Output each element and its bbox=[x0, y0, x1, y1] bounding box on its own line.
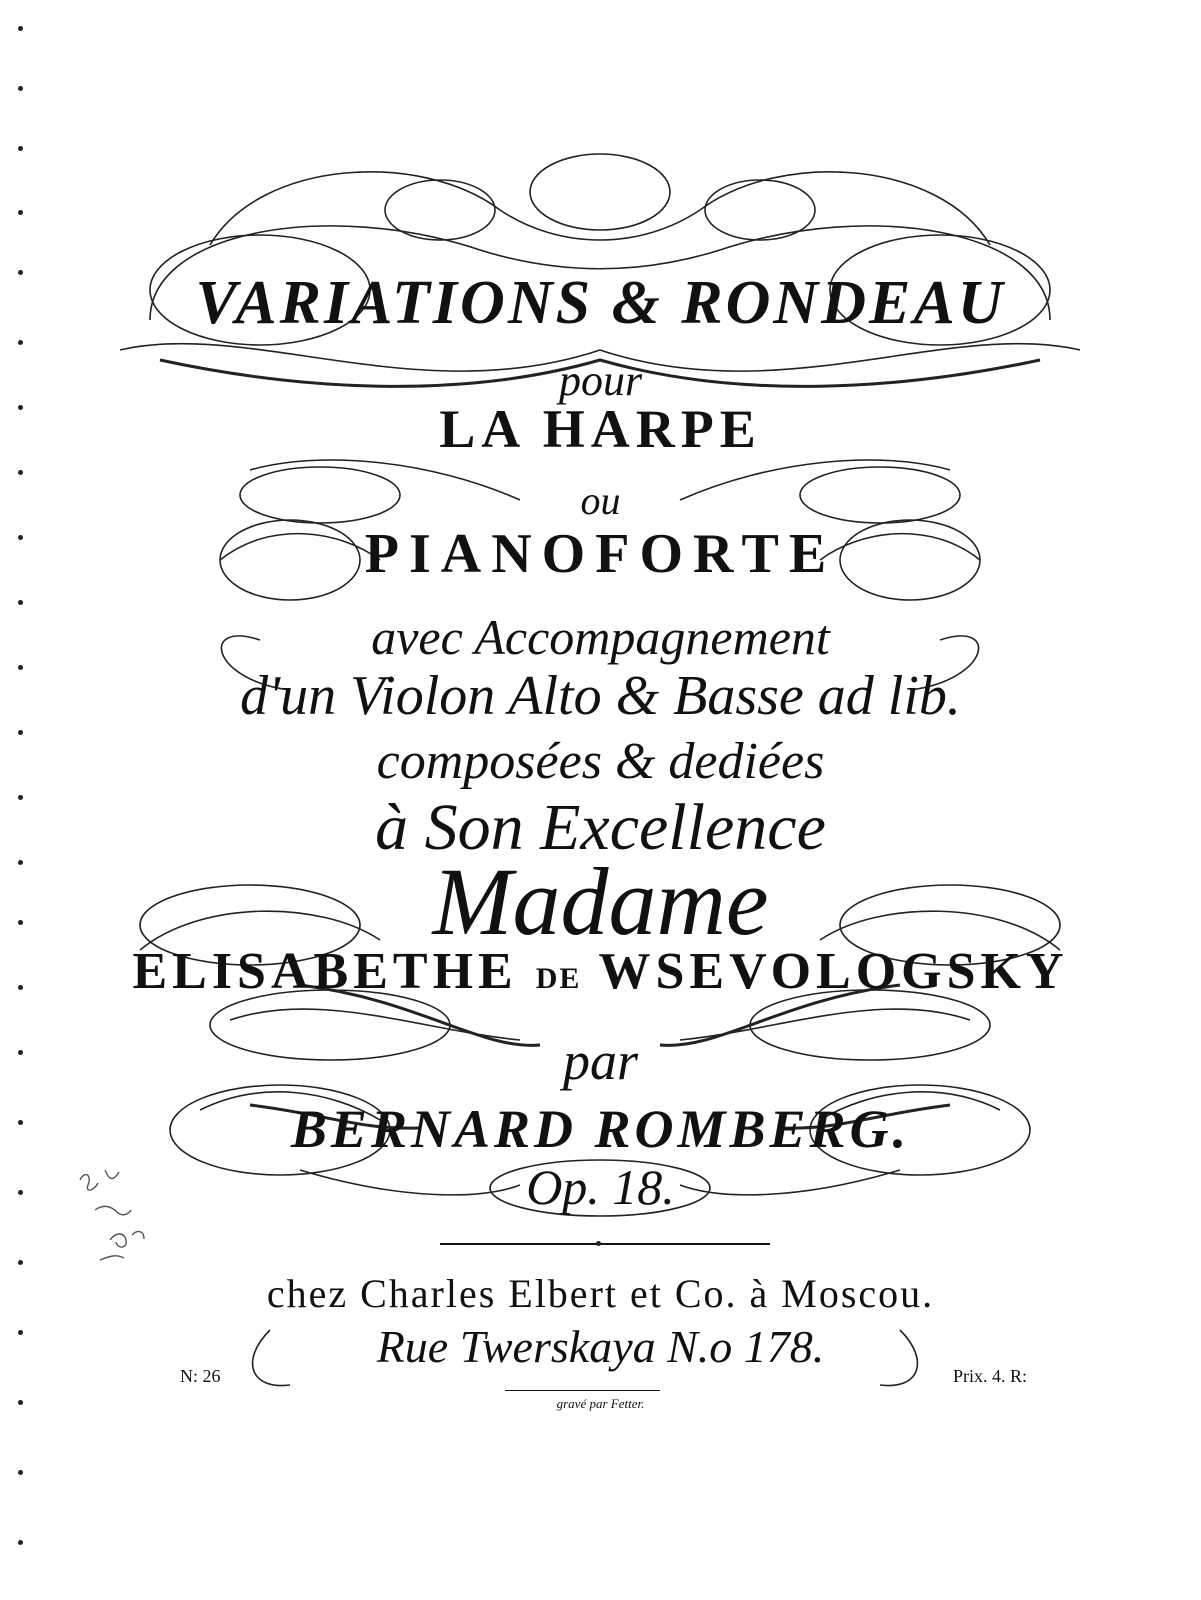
dedicatee-name bbox=[0, 942, 1201, 1001]
margin-mark bbox=[18, 535, 23, 540]
instruments-ad-lib-text: d'un Violon Alto & Basse ad lib. bbox=[240, 665, 961, 727]
margin-mark bbox=[18, 1120, 23, 1125]
plate-number: N: 26 bbox=[180, 1366, 221, 1386]
main-title: VARIATIONS & RONDEAU bbox=[195, 269, 1006, 337]
margin-mark bbox=[18, 26, 23, 31]
divider-dot bbox=[596, 1241, 601, 1246]
margin-mark bbox=[18, 1260, 23, 1265]
margin-mark bbox=[18, 340, 23, 345]
publisher-address: Rue Twerskaya N.o 178. bbox=[376, 1321, 825, 1372]
margin-mark bbox=[18, 405, 23, 410]
margin-mark bbox=[18, 86, 23, 91]
pencil-annotation bbox=[60, 1160, 180, 1270]
madame-text: Madame bbox=[432, 848, 769, 955]
publisher-line: chez Charles Elbert et Co. à Moscou. bbox=[266, 1271, 935, 1316]
excellence-text: à Son Excellence bbox=[375, 791, 826, 864]
instrument-harp: LA HARPE bbox=[439, 399, 762, 459]
margin-mark bbox=[18, 1330, 23, 1335]
margin-mark bbox=[18, 985, 23, 990]
margin-mark bbox=[18, 1470, 23, 1475]
margin-mark bbox=[18, 795, 23, 800]
dedicatee-last-name: WSEVOLOGSKY bbox=[598, 943, 1069, 1000]
composer-name: BERNARD ROMBERG. bbox=[290, 1099, 911, 1159]
engraver-credit: gravé par Fetter. bbox=[556, 1396, 645, 1411]
margin-mark bbox=[18, 1190, 23, 1195]
price: Prix. 4. R: bbox=[953, 1366, 1028, 1386]
engraver-rule bbox=[505, 1390, 660, 1391]
ou-text: ou bbox=[580, 478, 621, 523]
pour-text: pour bbox=[558, 356, 643, 405]
accompaniment-text: avec Accompagnement bbox=[371, 609, 830, 665]
margin-mark bbox=[18, 470, 23, 475]
instrument-pianoforte: PIANOFORTE bbox=[364, 523, 837, 585]
margin-mark bbox=[18, 860, 23, 865]
margin-mark bbox=[18, 270, 23, 275]
composed-dedicated-text: composées & dediées bbox=[376, 733, 825, 790]
margin-mark bbox=[18, 920, 23, 925]
dedicatee-particle: DE bbox=[535, 962, 582, 995]
margin-mark bbox=[18, 730, 23, 735]
margin-mark bbox=[18, 210, 23, 215]
divider-rule bbox=[440, 1243, 770, 1245]
margin-mark bbox=[18, 665, 23, 670]
margin-mark bbox=[18, 146, 23, 151]
opus-number: Op. 18. bbox=[526, 1159, 675, 1215]
margin-mark bbox=[18, 1400, 23, 1405]
margin-mark bbox=[18, 1050, 23, 1055]
dedicatee-first-name: ELISABETHE bbox=[132, 943, 518, 1000]
margin-mark bbox=[18, 1540, 23, 1545]
margin-mark bbox=[18, 600, 23, 605]
par-text: par bbox=[562, 1031, 638, 1091]
